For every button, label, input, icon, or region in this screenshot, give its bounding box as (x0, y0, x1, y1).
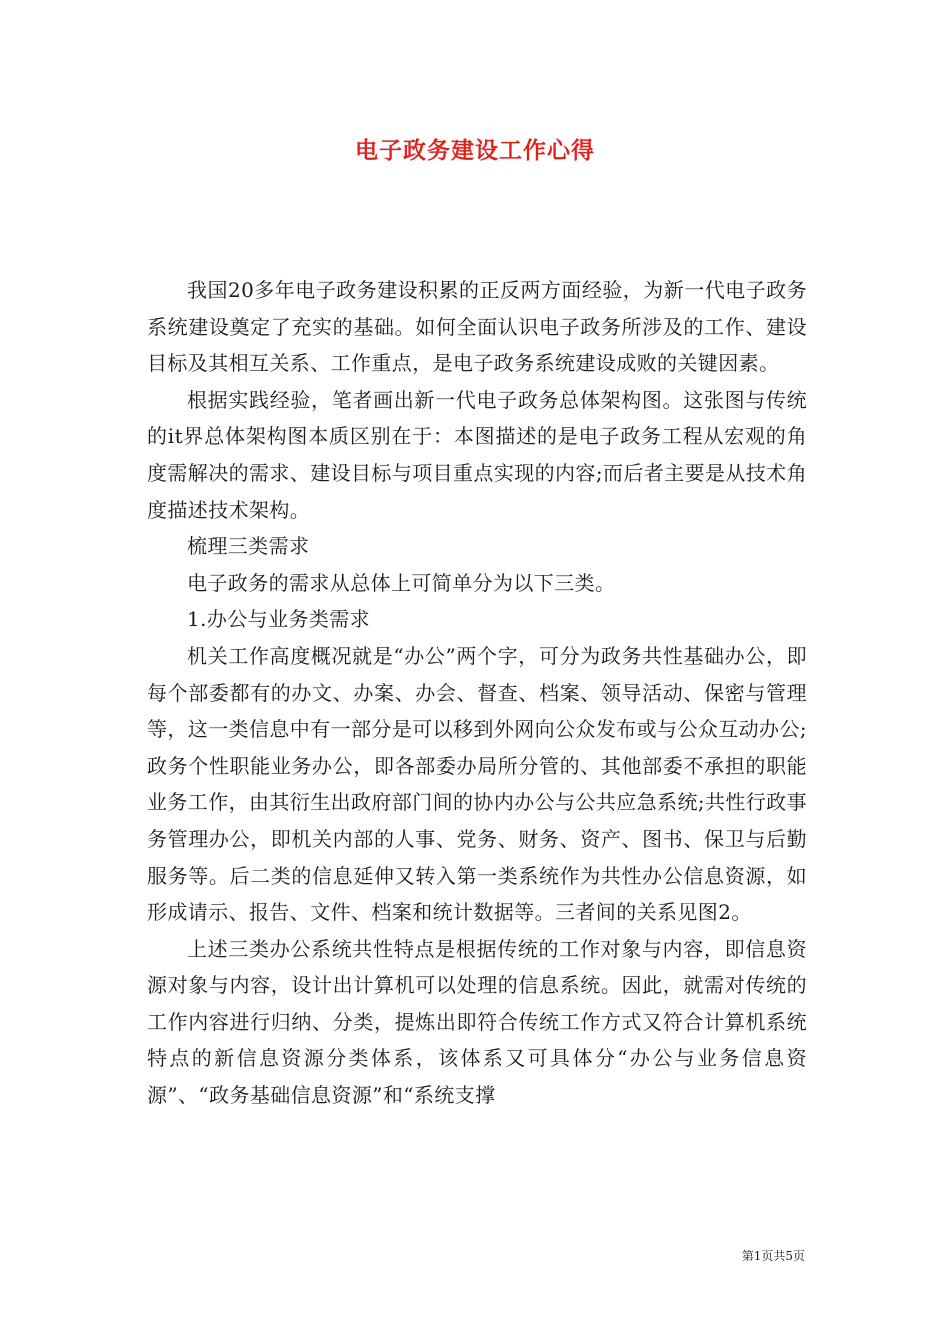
section-heading: 梳理三类需求 (187, 534, 310, 559)
body-paragraph: 机关工作高度概况就是“办公”两个字，可分为政务共性基础办公，即每个部委都有的办文、办案、办会、督查、档案、领导活动、保密与管理等，这一类信息中有一部分是可以移到外网向公众发布或与公众互动办公;政务个性职能业务办公，即各部委办局所分管的、其他部委不承担的职能业务工作，由其衍生出政府部门间的协内办公与公共应急系统;共性行政事务管理办公，即机关内部的人事、党务、财务、资产、图书、保卫与后勤服务等。后二类的信息延伸又转入第一类系统作为共性办公信息资源，如形成请示、报告、文件、档案和统计数据等。三者间的关系见图2。 (147, 643, 807, 925)
body-paragraph: 上述三类办公系统共性特点是根据传统的工作对象与内容，即信息资源对象与内容，设计出计算机可以处理的信息系统。因此，就需对传统的工作内容进行归纳、分类，提炼出即符合传统工作方式又符合计算机系统特点的新信息资源分类体系，该体系又可具体分“办公与业务信息资源”、“政务基础信息资源”和“系统支撑 (147, 936, 807, 1108)
subsection-heading: 1.办公与业务类需求 (187, 607, 371, 632)
body-paragraph: 根据实践经验，笔者画出新一代电子政务总体架构图。这张图与传统的it界总体架构图本质区别在于：本图描述的是电子政务工程从宏观的角度需解决的需求、建设目标与项目重点实现的内容;而后者主要是从技术角度描述技术架构。 (147, 387, 807, 522)
document-title: 电子政务建设工作心得 (355, 137, 595, 164)
body-paragraph: 电子政务的需求从总体上可简单分为以下三类。 (187, 570, 616, 595)
document-body (147, 272, 807, 1114)
body-paragraph: 我国20多年电子政务建设积累的正反两方面经验，为新一代电子政务系统建设奠定了充实的基础。如何全面认识电子政务所涉及的工作、建设目标及其相互关系、工作重点，是电子政务系统建设成败的关键因素。 (147, 278, 807, 376)
page-number: 第1页共5页 (741, 1249, 805, 1263)
